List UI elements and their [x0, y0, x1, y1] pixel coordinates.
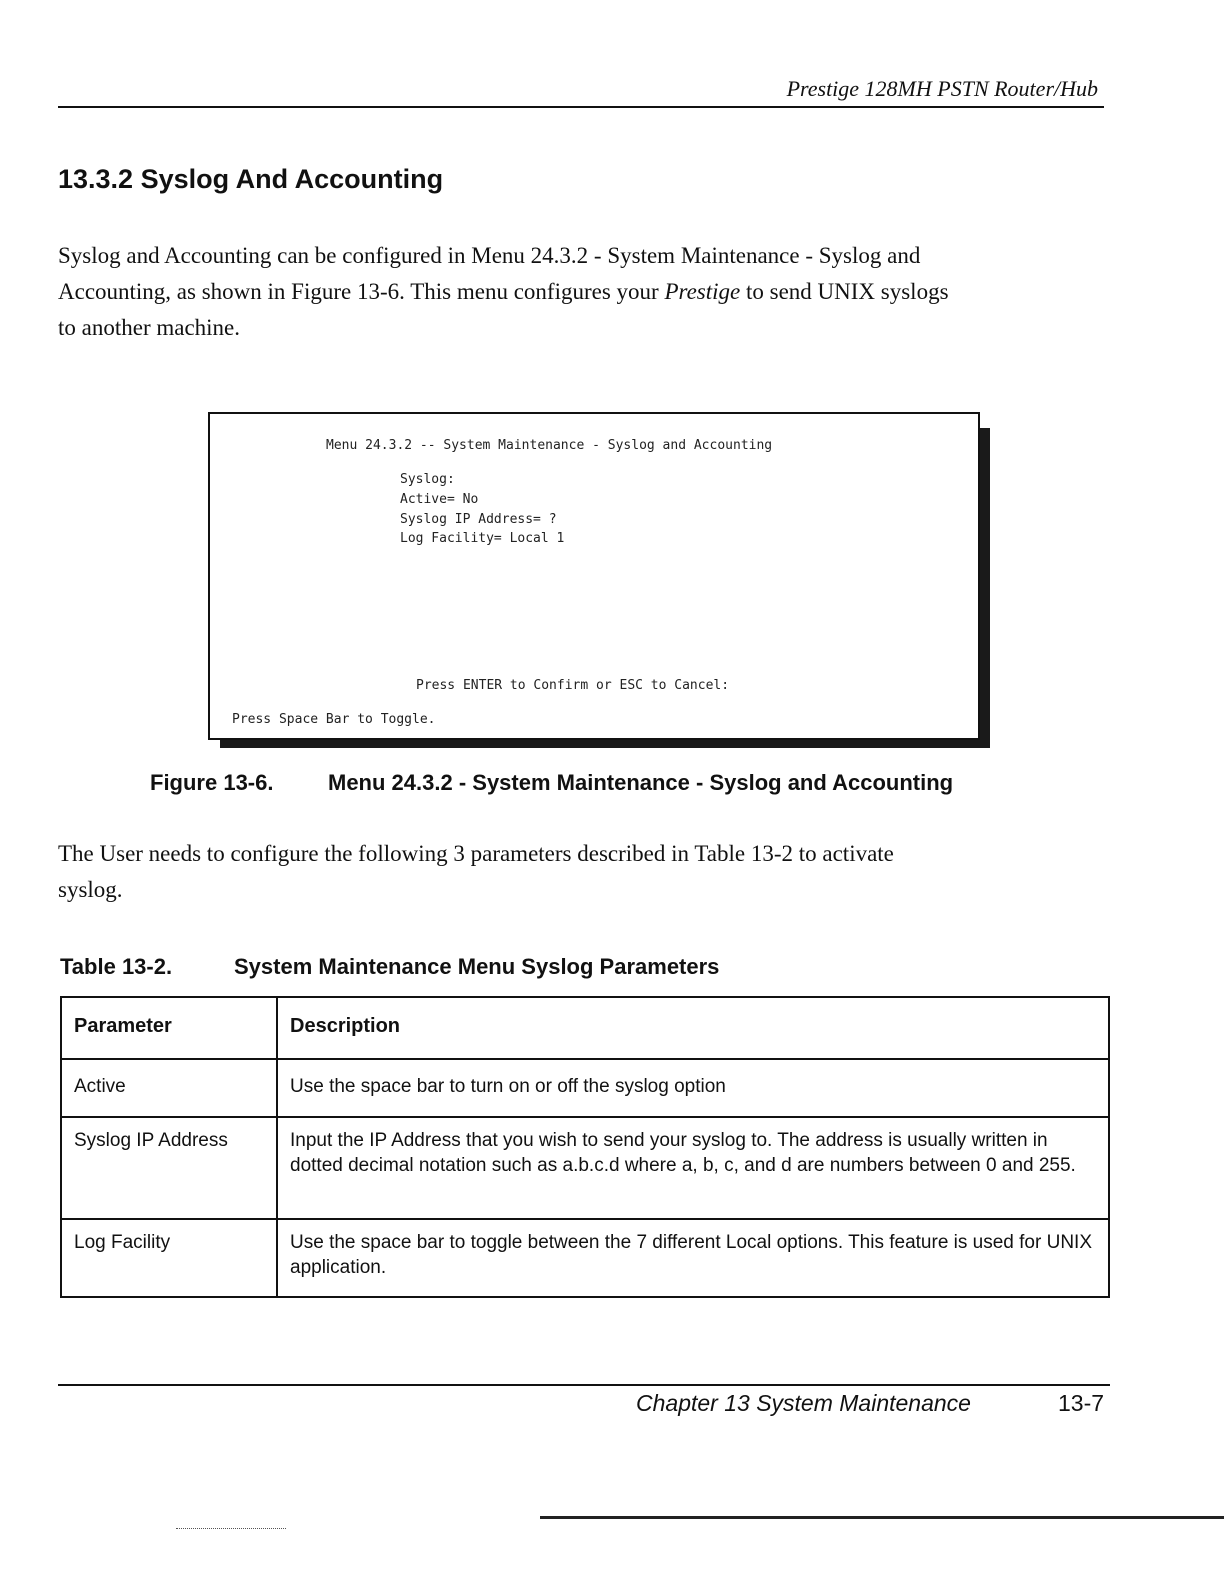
- terminal-menu-title: Menu 24.3.2 -- System Maintenance - Syslog and Accounting: [326, 438, 773, 453]
- intro-line-1: Syslog and Accounting can be configured in Menu 24.3.2 - System Maintenance - Syslog and: [58, 243, 921, 268]
- product-name: Prestige: [664, 279, 741, 304]
- intro-paragraph: [58, 238, 1108, 346]
- section-title: 13.3.2 Syslog And Accounting: [58, 164, 444, 194]
- terminal-ip-address-field[interactable]: Syslog IP Address= ?: [400, 512, 557, 527]
- terminal-screen: [208, 412, 980, 740]
- parameter-cell: Log Facility: [61, 1219, 277, 1297]
- header-rule: [58, 106, 1104, 108]
- body-line-2: syslog.: [58, 877, 123, 902]
- terminal-syslog-heading: Syslog:: [400, 472, 455, 487]
- page-number: 13-7: [1058, 1390, 1105, 1416]
- table-label: Table 13-2.: [60, 954, 173, 979]
- parameter-cell: Active: [61, 1059, 277, 1117]
- parameter-cell: Syslog IP Address: [61, 1117, 277, 1219]
- column-header-parameter: Parameter: [61, 997, 277, 1059]
- description-cell: Input the IP Address that you wish to send your syslog to. The address is usually written in dotted decimal notation such as a.b.c.d where a, b, c, and d are numbers between 0 and 255.: [277, 1117, 1109, 1219]
- table-caption: [60, 954, 720, 980]
- body-paragraph: [58, 836, 1108, 908]
- table-row: [61, 1059, 1109, 1117]
- terminal-log-facility-field[interactable]: Log Facility= Local 1: [400, 531, 565, 546]
- footer-chapter: Chapter 13 System Maintenance: [636, 1390, 971, 1416]
- figure-label: Figure 13-6.: [150, 770, 274, 795]
- figure-title: Menu 24.3.2 - System Maintenance - Syslog and Accounting: [328, 770, 954, 795]
- body-line-1: The User needs to configure the following 3 parameters described in Table 13-2 to activate: [58, 841, 894, 866]
- terminal-toggle-hint: Press Space Bar to Toggle.: [232, 712, 436, 727]
- figure-caption: [150, 770, 954, 796]
- running-header: Prestige 128MH PSTN Router/Hub: [786, 76, 1098, 101]
- intro-line-3: to another machine.: [58, 315, 241, 340]
- column-header-description: Description: [277, 997, 1109, 1059]
- footer-rule: [58, 1384, 1110, 1386]
- table-header-row: [61, 997, 1109, 1059]
- scan-artifact-dots: [176, 1528, 286, 1530]
- table-row: [61, 1219, 1109, 1297]
- description-cell: Use the space bar to turn on or off the syslog option: [277, 1059, 1109, 1117]
- intro-line-2-start: Accounting, as shown in Figure 13-6. This menu configures your: [58, 279, 665, 304]
- intro-line-2: [58, 274, 1108, 310]
- scan-artifact-line: [540, 1516, 1224, 1519]
- terminal-active-field[interactable]: Active= No: [400, 492, 479, 507]
- table-title: System Maintenance Menu Syslog Parameters: [234, 954, 720, 979]
- terminal-confirm-prompt: Press ENTER to Confirm or ESC to Cancel:: [416, 678, 730, 693]
- parameters-table: [60, 996, 1110, 1298]
- intro-line-2-end: to send UNIX syslogs: [740, 279, 949, 304]
- table-row: [61, 1117, 1109, 1219]
- description-cell: Use the space bar to toggle between the 7 different Local options. This feature is used for UNIX application.: [277, 1219, 1109, 1297]
